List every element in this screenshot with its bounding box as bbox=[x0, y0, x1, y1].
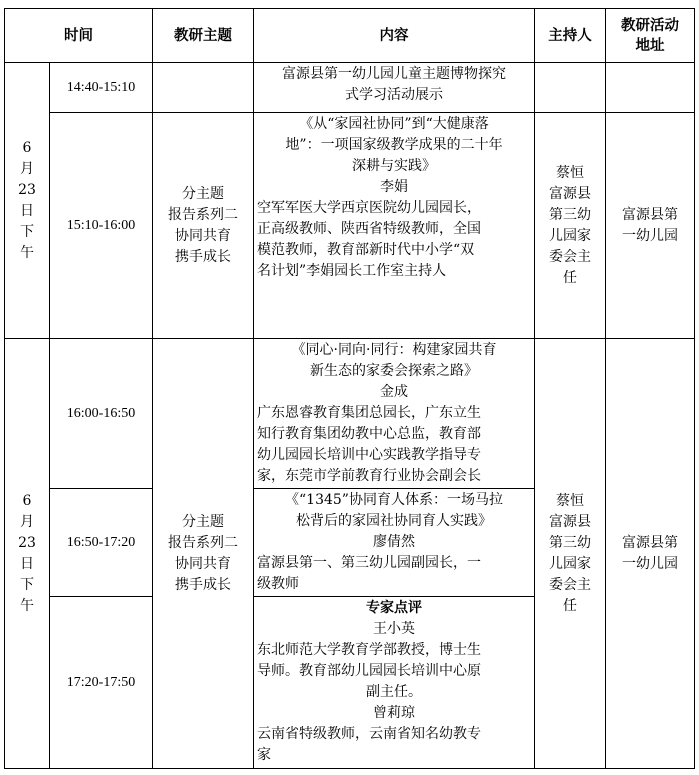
header-host: 主持人 bbox=[535, 9, 606, 63]
host-line: 儿园家 bbox=[549, 227, 591, 244]
host-line: 富源县 bbox=[549, 513, 591, 530]
content-line: 模范教师，教育部新时代中小学“双 bbox=[257, 242, 475, 258]
address-line: 一幼儿园 bbox=[622, 555, 678, 572]
content-line: 空军军医大学西京医院幼儿园园长， bbox=[257, 200, 481, 216]
date-char: 日 bbox=[20, 202, 34, 219]
address-line: 富源县第 bbox=[622, 534, 678, 551]
host-line: 任 bbox=[563, 597, 577, 614]
content-line: 富源县第一、第三幼儿园副园长，一 bbox=[257, 555, 481, 571]
content-line: 王小英 bbox=[373, 621, 415, 637]
content-line: 《“1345”协同育人体系：一场马拉 bbox=[285, 492, 503, 508]
date-char: 日 bbox=[20, 555, 34, 572]
date-char: 午 bbox=[20, 244, 34, 261]
content-cell bbox=[254, 339, 535, 489]
host-line: 儿园家 bbox=[549, 555, 591, 572]
theme-line: 分主题 bbox=[182, 513, 224, 530]
date-char: 午 bbox=[20, 597, 34, 614]
time-cell: 16:00-16:50 bbox=[50, 339, 153, 489]
theme-line: 报告系列二 bbox=[168, 206, 238, 223]
table-row bbox=[5, 339, 695, 489]
host-line: 蔡恒 bbox=[556, 492, 584, 509]
content-line: 正高级教师、陕西省特级教师，全国 bbox=[257, 221, 481, 237]
content-line: 级教师 bbox=[257, 576, 299, 592]
content-line: 《从“家园社协同”到“大健康落 bbox=[299, 116, 489, 132]
theme-line: 携手成长 bbox=[175, 248, 231, 265]
content-line: 云南省特级教师，云南省知名幼教专 bbox=[257, 726, 481, 742]
date-cell bbox=[5, 339, 50, 769]
header-row bbox=[5, 9, 695, 63]
schedule-table bbox=[4, 8, 695, 769]
content-line: 家 bbox=[257, 747, 271, 763]
table-row bbox=[5, 63, 695, 113]
date-char: 下 bbox=[20, 576, 34, 593]
content-line: 李娟 bbox=[380, 179, 408, 195]
content-line: 深耕与实践》 bbox=[352, 158, 436, 174]
content-line: 富源县第一幼儿园儿童主题博物探究 bbox=[282, 66, 506, 82]
content-line: 名计划”李娟园长工作室主持人 bbox=[257, 263, 447, 279]
address-cell-empty bbox=[606, 63, 695, 113]
content-line: 幼儿园园长培训中心实践教学指导专 bbox=[257, 447, 481, 463]
date-char: 6 bbox=[22, 139, 32, 156]
date-char: 6 bbox=[22, 492, 32, 509]
date-char: 月 bbox=[20, 160, 34, 177]
content-line: 《同心·同向·同行：构建家园共育 bbox=[291, 342, 497, 358]
content-line: 东北师范大学教育学部教授，博士生 bbox=[257, 642, 481, 658]
time-cell: 17:20-17:50 bbox=[50, 597, 153, 769]
header-content: 内容 bbox=[254, 9, 535, 63]
host-line: 第三幼 bbox=[549, 206, 591, 223]
content-cell bbox=[254, 63, 535, 113]
content-cell bbox=[254, 113, 535, 339]
host-line: 第三幼 bbox=[549, 534, 591, 551]
address-cell bbox=[606, 339, 695, 769]
address-line: 一幼儿园 bbox=[622, 227, 678, 244]
date-char: 下 bbox=[20, 223, 34, 240]
host-line: 委会主 bbox=[549, 576, 591, 593]
table-row bbox=[5, 113, 695, 339]
host-cell bbox=[535, 113, 606, 339]
host-cell bbox=[535, 339, 606, 769]
header-theme: 教研主题 bbox=[153, 9, 254, 63]
host-line: 富源县 bbox=[549, 185, 591, 202]
host-line: 委会主 bbox=[549, 248, 591, 265]
address-line: 富源县第 bbox=[622, 206, 678, 223]
header-address-label: 教研活动地址 bbox=[621, 17, 679, 54]
theme-cell-empty bbox=[153, 63, 254, 113]
date-char: 23 bbox=[18, 181, 36, 198]
theme-cell bbox=[153, 113, 254, 339]
address-cell bbox=[606, 113, 695, 339]
theme-line: 协同共育 bbox=[175, 227, 231, 244]
date-char: 月 bbox=[20, 513, 34, 530]
content-cell bbox=[254, 597, 535, 769]
header-address bbox=[606, 9, 695, 63]
theme-line: 携手成长 bbox=[175, 576, 231, 593]
time-cell: 16:50-17:20 bbox=[50, 489, 153, 597]
theme-line: 报告系列二 bbox=[168, 534, 238, 551]
content-line: 地”：一项国家级教学成果的二十年 bbox=[285, 137, 503, 153]
host-line: 蔡恒 bbox=[556, 164, 584, 181]
theme-line: 协同共育 bbox=[175, 555, 231, 572]
content-line: 廖倩然 bbox=[373, 534, 415, 550]
content-line: 式学习活动展示 bbox=[345, 87, 443, 103]
host-line: 任 bbox=[563, 269, 577, 286]
theme-line: 分主题 bbox=[182, 185, 224, 202]
content-line: 副主任。 bbox=[366, 684, 422, 700]
date-char: 23 bbox=[18, 534, 36, 551]
date-cell bbox=[5, 63, 50, 339]
content-heading: 专家点评 bbox=[366, 600, 422, 616]
content-line: 家，东莞市学前教育行业协会副会长 bbox=[257, 468, 481, 484]
content-line: 广东恩睿教育集团总园长，广东立生 bbox=[257, 405, 481, 421]
content-line: 金成 bbox=[380, 384, 408, 400]
content-line: 松背后的家园社协同育人实践》 bbox=[296, 513, 492, 529]
content-line: 新生态的家委会探索之路》 bbox=[310, 363, 478, 379]
host-cell-empty bbox=[535, 63, 606, 113]
content-line: 知行教育集团幼教中心总监，教育部 bbox=[257, 426, 481, 442]
time-cell: 15:10-16:00 bbox=[50, 113, 153, 339]
theme-cell bbox=[153, 339, 254, 769]
header-time: 时间 bbox=[5, 9, 153, 63]
content-line: 曾莉琼 bbox=[373, 705, 415, 721]
content-cell bbox=[254, 489, 535, 597]
time-cell: 14:40-15:10 bbox=[50, 63, 153, 113]
content-line: 导师。教育部幼儿园园长培训中心原 bbox=[257, 663, 481, 679]
